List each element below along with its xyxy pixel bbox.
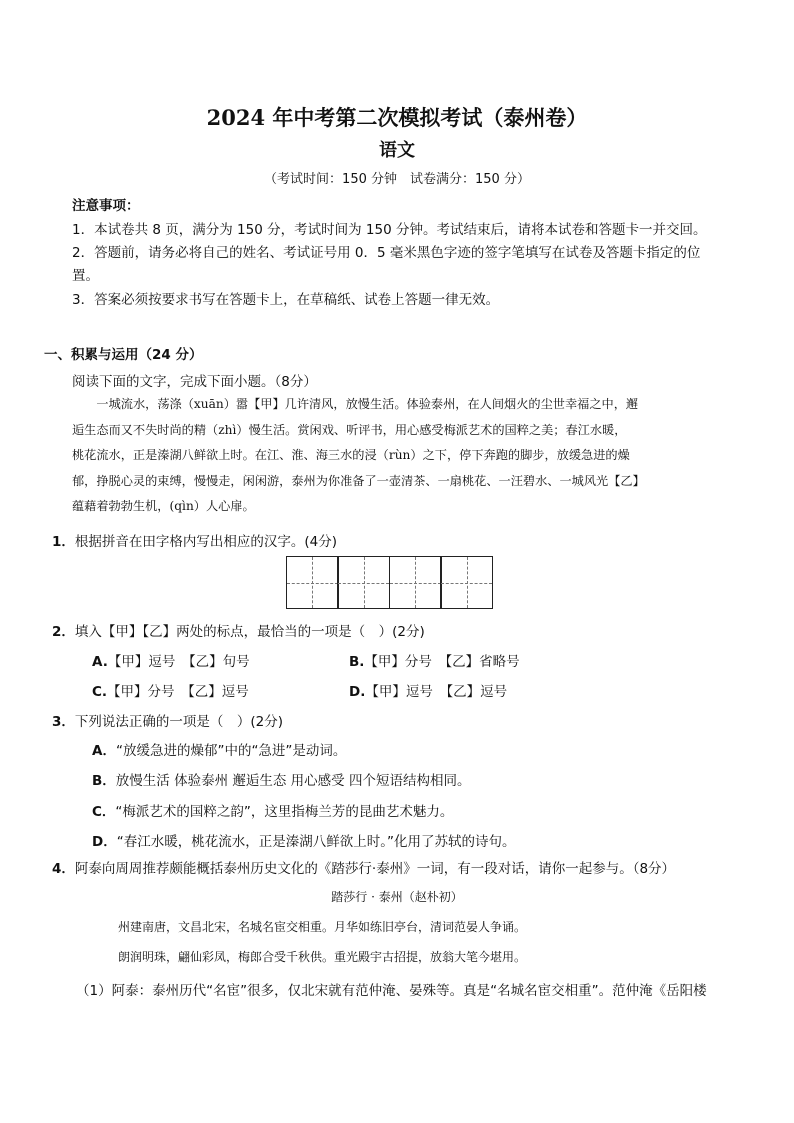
option-d[interactable] (92, 830, 515, 850)
question-number: 3． (52, 714, 75, 730)
option-letter: B． (92, 773, 116, 789)
question-text: 填入【甲】【乙】两处的标点，最恰当的一项是（ ）(2分) (74, 624, 425, 640)
option-text: 【甲】逗号 【乙】句号 (107, 654, 250, 670)
poem-line: 朗润明珠，翩仙彩凤，梅郎合受千秋供。重光殿宇古招提，放翁大笔今堪用。 (118, 950, 527, 964)
exam-title: 2024 年中考第二次模拟考试（泰州卷） (206, 105, 588, 130)
subject-title: 语文 (379, 140, 415, 161)
option-letter: D. (349, 684, 366, 700)
question-1 (52, 530, 337, 550)
question-3 (52, 710, 283, 730)
option-b[interactable] (349, 650, 520, 670)
question-text: 根据拼音在田字格内写出相应的汉字。(4分) (74, 534, 338, 550)
question-text: 阿泰向周周推荐颇能概括泰州历史文化的《踏莎行·泰州》一词，有一段对话，请你一起参与。（8分） (74, 861, 676, 877)
tianzige-cell[interactable] (337, 556, 390, 609)
passage-line: 桃花流水，正是溱湖八鲜欲上时。在江、淮、海三水的浸（rùn）之下，停下奔跑的脚步，放缓急进的燥 (72, 448, 630, 462)
option-b[interactable] (92, 769, 470, 789)
note-item-2: 2．答题前，请务必将自己的姓名、考试证号用 0．5 毫米黑色字迹的签字笔填写在试卷及答题卡指定的位 (72, 245, 701, 261)
option-c[interactable] (92, 680, 249, 700)
tianzige-cell[interactable] (389, 556, 442, 609)
exam-info: （考试时间：150 分钟 试卷满分：150 分） (264, 172, 530, 187)
option-text: 【甲】分号 【乙】省略号 (364, 654, 520, 670)
reading-instruction: 阅读下面的文字，完成下面小题。（8分） (72, 374, 317, 390)
option-text: “春江水暖，桃花流水，正是溱湖八鲜欲上时。”化用了苏轼的诗句。 (116, 834, 516, 850)
passage-line: 逅生态而又不失时尚的精（zhì）慢生活。赏闲戏、听评书，用心感受梅派艺术的国粹之美；春江水暖， (72, 422, 627, 437)
section-heading: 一、积累与运用（24 分） (44, 347, 203, 363)
question-4 (52, 857, 675, 877)
question-number: 4． (52, 861, 75, 877)
passage-line: 蕴藉着勃勃生机，(qìn）人心扉。 (72, 499, 255, 513)
option-c[interactable] (92, 800, 453, 820)
option-letter: D． (92, 834, 117, 850)
option-d[interactable] (349, 680, 507, 700)
option-letter: B. (349, 654, 365, 670)
option-a[interactable] (92, 739, 346, 759)
note-item-3: 3．答案必须按要求书写在答题卡上，在草稿纸、试卷上答题一律无效。 (72, 292, 500, 308)
tianzige-cell[interactable] (440, 556, 493, 609)
question-text: 下列说法正确的一项是（ ）(2分) (74, 714, 284, 730)
option-letter: A. (92, 654, 108, 670)
question-number: 1． (52, 534, 75, 550)
option-text: 放慢生活 体验泰州 邂逅生态 用心感受 四个短语结构相同。 (115, 773, 471, 789)
notes-heading: 注意事项： (72, 198, 140, 214)
question-number: 2． (52, 624, 75, 640)
poem-line: 州建南唐，文昌北宋，名城名宦交相重。月华如练旧亭台，清词范晏人争诵。 (118, 920, 527, 934)
poem-title: 踏莎行 · 泰州（赵朴初） (331, 890, 463, 904)
sub-question-1: （1）阿泰：泰州历代“名宦”很多，仅北宋就有范仲淹、晏殊等。真是“名城名宦交相重”。范仲淹《岳阳楼 (76, 983, 707, 999)
question-2 (52, 620, 425, 640)
option-a[interactable] (92, 650, 250, 670)
option-text: “放缓急进的燥郁”中的“急进”是动词。 (115, 743, 347, 759)
reading-passage (72, 392, 728, 520)
tianzige-grid[interactable] (287, 556, 493, 609)
option-text: 【甲】分号 【乙】逗号 (107, 684, 249, 700)
note-item-1: 1．本试卷共 8 页，满分为 150 分，考试时间为 150 分钟。考试结束后，请将本试卷和答题卡一并交回。 (72, 222, 707, 238)
option-letter: C. (92, 684, 108, 700)
note-item-2-cont: 置。 (72, 268, 99, 284)
passage-line: 一城流水，荡涤（xuān）嚣【甲】几许清风，放慢生活。体验泰州，在人间烟火的尘世幸福之中，邂 (96, 397, 639, 411)
option-text: “梅派艺术的国粹之韵”，这里指梅兰芳的昆曲艺术魅力。 (115, 804, 454, 820)
option-text: 【甲】逗号 【乙】逗号 (365, 684, 508, 700)
option-letter: C． (92, 804, 116, 820)
passage-line: 郁，挣脱心灵的束缚，慢慢走，闲闲游，泰州为你准备了一壶清茶、一扇桃花、一汪碧水、一城风光【乙】 (72, 473, 645, 488)
option-letter: A． (92, 743, 116, 759)
tianzige-cell[interactable] (286, 556, 339, 609)
